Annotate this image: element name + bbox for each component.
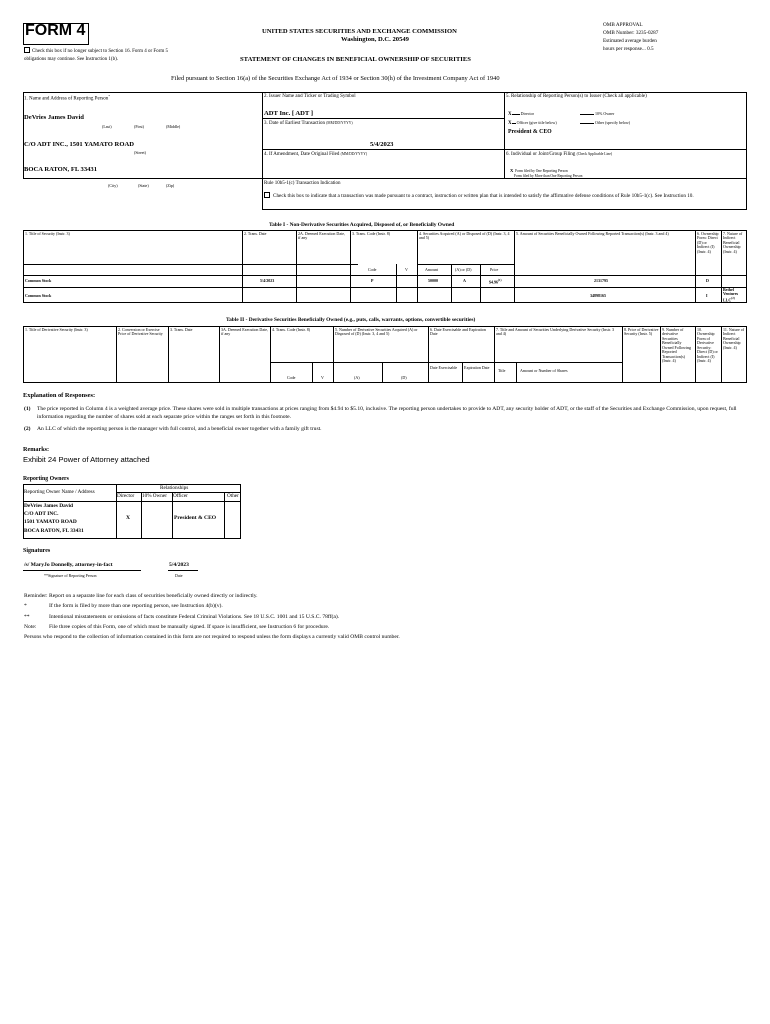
- omb-hours: hours per response... 0.5: [603, 46, 654, 52]
- t2-h-form: 10. Ownership Form of Derivative Security: Direct (D) or Indirect (I) (Instr. 4): [697, 327, 718, 364]
- footnote-2-number: (2): [24, 426, 31, 432]
- t2-sub-amount: Amount or Number of Shares: [520, 368, 568, 373]
- t1-r1-date: 5/4/2023: [260, 278, 275, 283]
- t2-sub-title: Title: [498, 368, 506, 373]
- table-1: [23, 230, 747, 303]
- owner-address-3: BOCA RATON, FL 33431: [24, 528, 84, 534]
- agency-line-1: UNITED STATES SECURITIES AND EXCHANGE COMMISSION: [262, 28, 457, 35]
- t2-sub-d: (D): [401, 375, 407, 380]
- t2-sub-code: Code: [287, 375, 296, 380]
- t1-r2-form: I: [706, 293, 708, 298]
- reminder-2-mark: **: [24, 614, 30, 620]
- t1-h-deemed: 2A. Deemed Execution Date, if any: [298, 231, 345, 241]
- t1-r1-title: Common Stock: [25, 278, 52, 283]
- t2-h-conversion: 2. Conversion or Exercise Price of Derivative Security: [118, 327, 163, 337]
- t2-h-exercisable: 6. Date Exercisable and Expiration Date: [430, 327, 486, 337]
- earliest-transaction-date: 5/4/2023: [370, 141, 394, 148]
- reminder-4: Persons who respond to the collection of information contained in this form are not required to respond unless the form displays a currently valid OMB control number.: [24, 634, 400, 640]
- t1-sub-ad: (A) or (D): [455, 267, 472, 272]
- officer-title: President & CEO: [508, 129, 552, 135]
- t1-sub-amount: Amount: [425, 267, 439, 272]
- statement-title: STATEMENT OF CHANGES IN BENEFICIAL OWNERSHIP OF SECURITIES: [240, 56, 471, 63]
- t1-h-owned: 5. Amount of Securities Beneficially Owned Following Reported Transaction(s) (Instr. 3 and 4): [516, 231, 669, 236]
- t2-sub-v: V: [321, 375, 324, 380]
- label-street: (Street): [134, 150, 146, 155]
- owner-address-2: 1501 YAMATO ROAD: [24, 519, 77, 525]
- omb-burden: Estimated average burden: [603, 38, 657, 44]
- footnote-2: An LLC of which the reporting person is the manager with full control, and a beneficial owner together with a family gift trust.: [37, 426, 322, 432]
- table-1-title: Table I - Non-Derivative Securities Acquired, Disposed of, or Beneficially Owned: [269, 222, 455, 228]
- t1-r2-nature: Bethel Ventures LLC$^{(2)}$: [723, 287, 739, 303]
- signatures-heading: Signatures: [23, 548, 51, 554]
- t2-h-deemed: 3A. Deemed Execution Date, if any: [221, 327, 268, 337]
- signature-label: **Signature of Reporting Person: [44, 573, 97, 578]
- director-checkbox[interactable]: X Director: [508, 111, 534, 117]
- rule-label: Rule 10b5-1(c) Transaction Indication: [264, 181, 341, 186]
- footnote-1-number: (1): [24, 406, 31, 412]
- owners-col-director: Director: [117, 493, 135, 499]
- t1-r1-owned: 2131795: [594, 278, 608, 283]
- one-person-filing[interactable]: X Form filed by One Reporting Person: [510, 168, 568, 173]
- remarks-heading: Remarks:: [23, 446, 50, 453]
- footnote-1: The price reported in Column 4 is a weighted average price. These shares were sold in multiple transactions at prices ranging from $4.94 to $5.10, inclusive. The reporting person undertakes to provide to ADT, any security holder of ADT, or the staff of the Securities and Exchange Commission, upon request, full information regarding the number of shares sold at each separate price within the ranges set forth in this footnote.: [37, 406, 737, 420]
- t2-sub-expiration: Expiration Date: [464, 365, 490, 370]
- signature-date: 5/4/2023: [169, 562, 189, 568]
- t1-h-code: 3. Trans. Code (Instr. 8): [352, 231, 391, 236]
- t1-sub-price: Price: [490, 267, 499, 272]
- t2-h-number: 5. Number of Derivative Securities Acquired (A) or Disposed of (D) (Instr. 3, 4 and 5): [335, 327, 418, 337]
- t1-r1-code: P: [371, 278, 374, 283]
- label-state: (State): [138, 183, 149, 188]
- t1-sub-v: V: [405, 267, 408, 272]
- t2-h-date: 3. Trans. Date: [170, 327, 193, 332]
- issuer-name: ADT Inc. [ ADT ]: [264, 110, 314, 117]
- label-city: (City): [108, 183, 118, 188]
- box1-label: 1. Name and Address of Reporting Person*: [24, 94, 111, 102]
- t2-h-price: 8. Price of Derivative Security (Instr. 5): [624, 327, 659, 337]
- reporting-owners-heading: Reporting Owners: [23, 476, 69, 482]
- t2-h-nature: 11. Nature of Indirect Beneficial Ownership (Instr. 4): [723, 327, 745, 350]
- box2-label: 2. Issuer Name and Ticker or Trading Symbol: [264, 94, 356, 99]
- owners-col-name: Reporting Owner Name / Address: [24, 489, 95, 495]
- box5-label: 5. Relationship of Reporting Person(s) to Issuer (Check all applicable): [506, 94, 647, 99]
- no-longer-subject-text: Check this box if no longer subject to Section 16. Form 4 or Form 5 obligations may continue. See Instruction 1(b).: [24, 49, 168, 62]
- t1-r1-ad: A: [463, 278, 466, 283]
- t1-r1-amount: 50000: [428, 278, 438, 283]
- owners-col-other: Other: [227, 493, 239, 499]
- agency-line-2: Washington, D.C. 20549: [341, 36, 409, 43]
- t1-sub-code: Code: [368, 267, 377, 272]
- reminder-2: Intentional misstatements or omissions of facts constitute Federal Criminal Violations. See 18 U.S.C. 1001 and 15 U.S.C. 78ff(a).: [49, 614, 340, 620]
- owners-relationships: Relationships: [160, 485, 189, 491]
- remarks-text: Exhibit 24 Power of Attorney attached: [23, 455, 150, 464]
- label-zip: (Zip): [166, 183, 175, 188]
- signer: /s/ MaryJo Donnelly, attorney-in-fact: [24, 562, 113, 568]
- omb-number: OMB Number: 3235-0287: [603, 30, 659, 36]
- owner-address-1: C/O ADT INC.: [24, 511, 59, 517]
- omb-approval: OMB APPROVAL: [603, 22, 643, 28]
- date-label: Date: [175, 573, 183, 578]
- label-middle: (Middle): [166, 124, 181, 129]
- t2-sub-exercisable: Date Exercisable: [430, 365, 458, 370]
- form-title: FORM 4: [25, 22, 86, 39]
- owners-col-owner: 10% Owner: [142, 493, 167, 499]
- city-address: BOCA RATON, FL 33431: [24, 166, 98, 173]
- t2-h-code: 4. Trans. Code (Instr. 8): [272, 327, 311, 332]
- owners-col-officer: Officer: [173, 493, 188, 499]
- t2-h-title: 1. Title of Derivative Security (Instr. 3): [25, 327, 88, 332]
- t1-r1-form: D: [706, 278, 709, 283]
- t1-h-nature: 7. Nature of Indirect Beneficial Ownership (Instr. 4): [723, 231, 743, 254]
- explanation-heading: Explanation of Responses:: [23, 392, 96, 399]
- reminder-1-mark: *: [24, 603, 27, 609]
- multi-person-filing[interactable]: Form filed by More than One Reporting Person: [514, 174, 583, 178]
- t1-r2-owned: 34898165: [590, 293, 606, 298]
- reminder-3-mark: Note:: [24, 624, 37, 630]
- reminder-line: Reminder: Report on a separate line for each class of securities beneficially owned directly or indirectly.: [24, 593, 258, 599]
- reminder-1: If the form is filed by more than one reporting person, see Instruction 4(b)(v).: [49, 603, 223, 609]
- t1-h-form: 6. Ownership Form: Direct (D) or Indirect (I) (Instr. 4): [697, 231, 719, 254]
- t2-sub-a: (A): [354, 375, 360, 380]
- t1-h-title: 1. Title of Security (Instr. 3): [25, 231, 70, 236]
- table-2-title: Table II - Derivative Securities Beneficially Owned (e.g., puts, calls, warrants, options, convertible securities): [226, 317, 476, 323]
- label-last: (Last): [102, 124, 112, 129]
- box6-label: 6. Individual or Joint/Group Filing (Check Applicable Line): [506, 152, 613, 157]
- owner-director-value: X: [126, 515, 131, 521]
- label-first: (First): [134, 124, 144, 129]
- owner-name: DeVries James David: [24, 503, 74, 509]
- ten-percent-owner-checkbox[interactable]: 10% Owner: [580, 112, 614, 117]
- t2-h-number-owned: 9. Number of derivative Securities Beneficially Owned Following Reported Transaction(s) (Instr. 4): [662, 327, 691, 364]
- box4-label: 4. If Amendment, Date Original Filed (MM/DD/YYYY): [264, 152, 368, 157]
- t2-h-underlying: 7. Title and Amount of Securities Underlying Derivative Security (Instr. 3 and 4): [496, 327, 614, 337]
- reporting-person-name: DeVries James David: [24, 114, 84, 121]
- owner-officer-value: President & CEO: [174, 515, 217, 521]
- t1-r1-price: $4.96$^{(1)}$: [489, 278, 502, 285]
- t1-h-date: 2. Trans. Date: [244, 231, 267, 236]
- t1-r2-title: Common Stock: [25, 293, 52, 298]
- filed-pursuant: Filed pursuant to Section 16(a) of the Securities Exchange Act of 1934 or Section 30(h) of the Investment Company Act of 1940: [171, 75, 500, 82]
- street-address: C/O ADT INC., 1501 YAMATO ROAD: [24, 141, 134, 148]
- rule-text: Check this box to indicate that a transaction was made pursuant to a contract, instruction or written plan that is intended to satisfy the affirmative defense conditions of Rule 10b5-1(c). See Instruction 10.: [273, 193, 694, 199]
- box3-label: 3. Date of Earliest Transaction (MM/DD/YYYY): [264, 121, 353, 126]
- officer-checkbox[interactable]: X Officer (give title below): [508, 120, 557, 126]
- reminder-3: File three copies of this Form, one of which must be manually signed. If space is insufficient, see Instruction 6 for procedure.: [49, 624, 330, 630]
- other-checkbox[interactable]: Other (specify below): [580, 121, 630, 126]
- t1-h-acquired: 4. Securities Acquired (A) or Disposed of (D) (Instr. 3, 4 and 5): [419, 231, 510, 241]
